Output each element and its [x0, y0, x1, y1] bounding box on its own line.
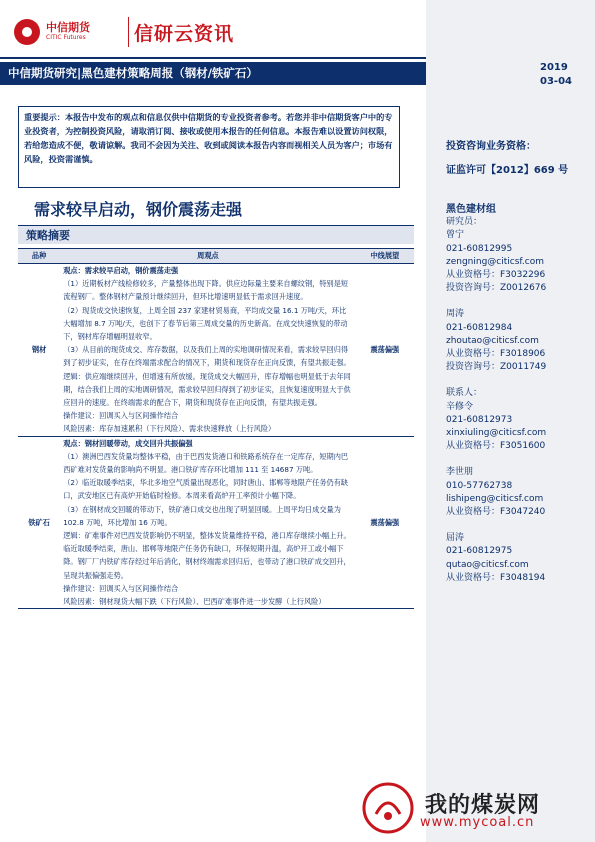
summary-label: 策略摘要	[26, 229, 70, 242]
contact-label: 联系人：	[446, 388, 483, 399]
row-paragraph: （1）澳洲巴西发货量均整体平稳，由于巴西发货港口和铁路系统存在一定库存，短期内巴西矿难对发货量的影响尚不明显。港口铁矿库存环比增加 111 至 14687 万吨。	[63, 451, 349, 475]
contact-cert: 从业资格号：F3047240	[446, 507, 546, 518]
contact-email[interactable]: xinxiuling@citicsf.com	[446, 428, 547, 439]
row-body	[60, 436, 355, 609]
row-paragraph: 观点：需求较早启动，钢价震荡走强	[63, 266, 179, 275]
row-paragraph: 风险因素：库存加速累积（下行风险）、需求快速释放（上行风险）	[63, 424, 276, 434]
analyst-name: 曾宁	[446, 230, 465, 241]
contact-phone: 021-60812973	[446, 414, 513, 425]
analyst-phone: 021-60812984	[446, 322, 513, 333]
summary-bar	[18, 225, 414, 244]
watermark-url: www.mycoal.cn	[420, 815, 535, 830]
logo-divider	[128, 17, 129, 47]
analyst-panel	[446, 203, 546, 585]
row-category: 铁矿石	[18, 436, 60, 609]
report-date-year: 2019	[540, 62, 568, 73]
row-paragraph: （2）临近取暖季结束，华北多地空气质量出现恶化，同时唐山、邯郸等地限产任务仍有缺口，武安地区已有高炉开始临时检修。本周来看高炉开工率预计小幅下降。	[63, 478, 349, 501]
contact-name: 辛修令	[446, 401, 474, 412]
contact-email[interactable]: qutao@citicsf.com	[446, 559, 529, 570]
company-logo	[14, 17, 244, 47]
row-paragraph: （1）近期板材产线检修较多，产量整体出现下降。供应边际量主要来自螺纹钢，特别是短流程钢厂。整体钢材产量预计继续回升，但环比增速明显低于需求回升速度。	[63, 279, 349, 302]
row-paragraph: （2）现货成交快速恢复，上周全国 237 家建材贸易商，平均成交量 16.1 万吨/天，环比大幅增加 8.7 万吨/天，也创下了春节后第三周成交量的历史新高。在成交快速恢复的带动下，钢材库存增幅明显收窄。	[63, 305, 348, 342]
contact-name: 屈涛	[446, 533, 465, 544]
analyst-cert: 从业资格号：F3018906	[446, 349, 546, 360]
row-paragraph: 逻辑：矿难事件对巴西发货影响仍不明显，整体发货量维持平稳，港口库存继续小幅上升。临近取暖季结束，唐山、邯郸等地限产任务仍有缺口，环保短期升温，高炉开工或小幅下降。钢厂厂内铁矿库存经过年后消化，钢材终端需求回归后，也带动了港口铁矿成交回升，呈现共振偏强走势。	[63, 531, 351, 580]
row-paragraph: （3）从目前的现货成交、库存数据，以及我们上周的实地调研情况来看，需求较早回归得到了初步证实，在存在终端需求配合的情况下，期货和现货存在正向反馈，有望共振走强。	[63, 345, 351, 368]
row-paragraph: 操作建议：回调买入与区间操作结合	[63, 411, 179, 421]
report-banner-title: 中信期货研究|黑色建材策略周报（钢材/铁矿石）	[8, 66, 258, 80]
report-date-monthday: 03-04	[540, 76, 572, 87]
contact-name: 李世朋	[446, 467, 474, 478]
qualification-label: 投资咨询业务资格：	[446, 141, 536, 152]
row-paragraph: 操作建议：回调买入与区间操作结合	[63, 583, 179, 593]
license-number: 证监许可【2012】669 号	[446, 165, 569, 176]
analyst-cert: 投资咨询号：Z0011749	[446, 362, 547, 373]
row-outlook: 震荡偏强	[356, 436, 414, 609]
row-category: 钢材	[18, 264, 60, 437]
header-outlook: 中线展望	[356, 249, 414, 264]
row-paragraph: 风险因素：钢材现货大幅下跌（下行风险）、巴西矿难事件进一步发酵（上行风险）	[63, 597, 326, 607]
watermark-logo-icon	[360, 780, 416, 836]
row-paragraph: 观点：钢材回暖带动，成交回升共振偏强	[63, 438, 193, 448]
sector-name: 黑色建材组	[446, 204, 496, 215]
table-row	[18, 436, 414, 609]
contact-phone: 021-60812975	[446, 546, 513, 557]
header-rule	[0, 57, 426, 59]
analyst-name: 周涛	[446, 309, 465, 320]
logo-emblem-icon	[14, 19, 40, 45]
row-outlook: 震荡偏强	[356, 264, 414, 437]
table-header-row	[18, 249, 414, 264]
header-category: 品种	[18, 249, 60, 264]
contact-phone: 010-57762738	[446, 480, 513, 491]
contact-cert: 从业资格号：F3051600	[446, 441, 546, 452]
analyst-email[interactable]: zhoutao@citicsf.com	[446, 335, 539, 346]
header-weekly-view: 周观点	[60, 249, 355, 264]
logo-cn-text: 中信期货	[46, 21, 90, 34]
strategy-table	[18, 248, 414, 609]
brand-title: 信研云资讯	[134, 23, 235, 45]
report-headline: 需求较早启动，钢价震荡走强	[34, 200, 243, 219]
table-row	[18, 264, 414, 437]
disclaimer-text: 重要提示：本报告中发布的观点和信息仅供中信期货的专业投资者参考。若您并非中信期货客户中的专业投资者，为控制投资风险，请取消订阅、接收或使用本报告的任何信息。本报告难以设置访问权限，若给您造成不便，敬请谅解。我司不会因为关注、收到或阅读本报告内容而视相关人员为客户；市场有风险，投资需谨慎。	[24, 112, 393, 164]
researcher-label: 研究员：	[446, 217, 483, 228]
row-body	[60, 264, 355, 437]
row-paragraph: （3）在钢材成交回暖的带动下，铁矿港口成交也出现了明显回暖。上周平均日成交量为 102.8 万吨，环比增加 16 万吨。	[63, 504, 341, 527]
analyst-email[interactable]: zengning@citicsf.com	[446, 256, 545, 267]
logo-en-text: CITIC Futures	[46, 34, 86, 41]
contact-cert: 从业资格号：F3048194	[446, 572, 546, 583]
watermark-cn: 我的煤炭网	[425, 793, 541, 818]
analyst-cert: 投资咨询号：Z0012676	[446, 283, 547, 294]
row-paragraph: 逻辑：供应端继续回升，但增速有所放缓。现货成交大幅回升，库存增幅也明显低于去年同期，结合我们上周的实地调研情况，需求较早回归得到了初步证实，且恢复速度明显大于供应回升的速度。在终端需求的配合下，期货和现货存在正向反馈，有望共振走强。	[63, 371, 351, 408]
analyst-cert: 从业资格号：F3032296	[446, 270, 546, 281]
analyst-phone: 021-60812995	[446, 243, 513, 254]
contact-email[interactable]: lishipeng@citicsf.com	[446, 493, 544, 504]
